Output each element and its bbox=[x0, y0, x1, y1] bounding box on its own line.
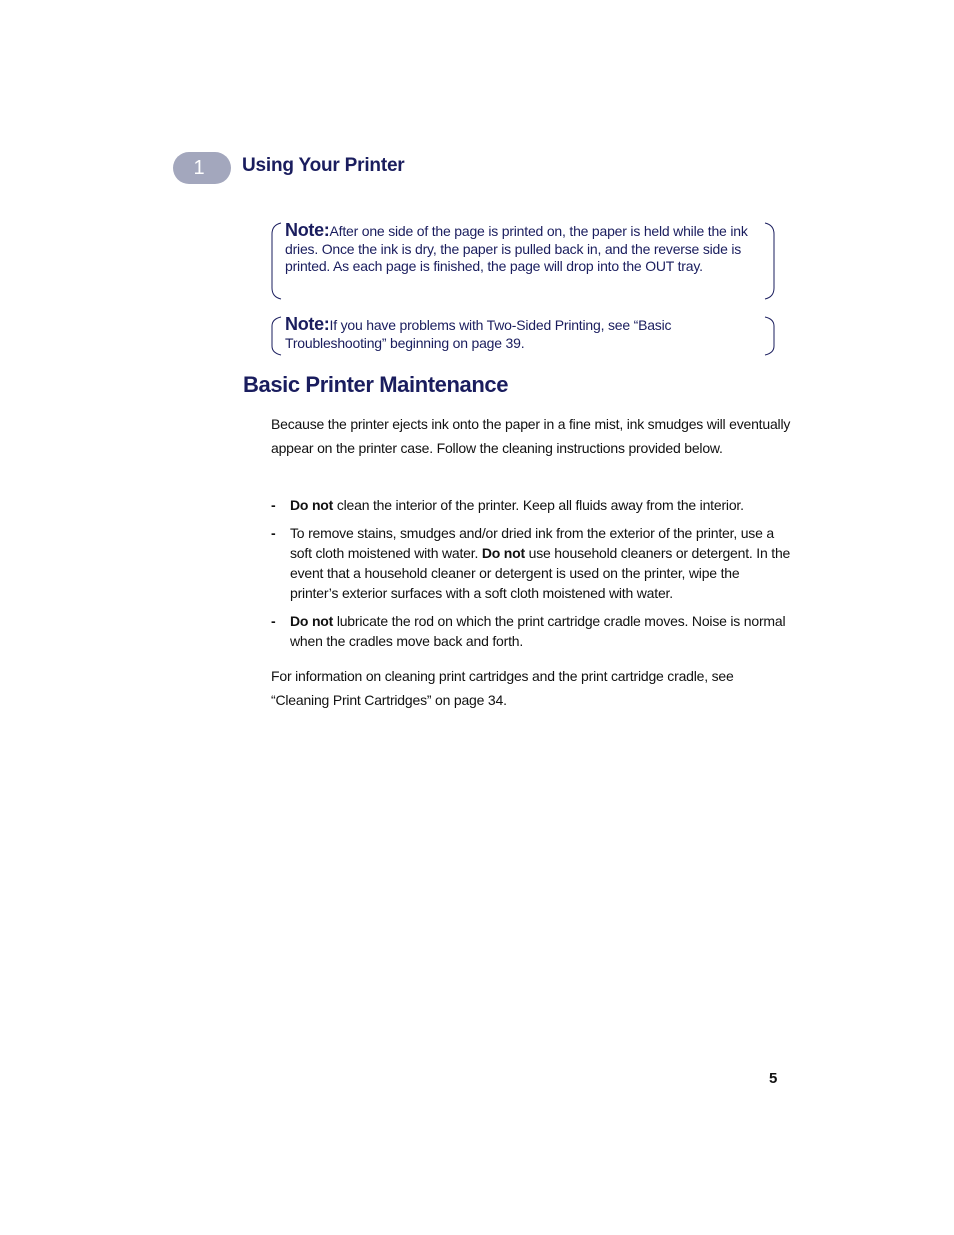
closing-paragraph: For information on cleaning print cartridges and the print cartridge cradle, see “Cleaning Print Cartridges” on page 34. bbox=[271, 668, 734, 708]
emphasis: Do not bbox=[290, 613, 334, 629]
list-item-text: To remove stains, smudges and/or dried ink from the exterior of the printer, use a soft cloth moistened with water. bbox=[290, 525, 774, 561]
chapter-number-badge: 1 bbox=[173, 152, 231, 184]
bullet-dash: - bbox=[271, 613, 276, 629]
note-box bbox=[270, 222, 776, 300]
chapter-title: Using Your Printer bbox=[242, 155, 405, 176]
note-label: Note: bbox=[285, 314, 330, 334]
note-text: After one side of the page is printed on, the paper is held while the ink dries. Once the ink is dry, the paper is pulled back in, and the reverse side is printed. As each page is finished, the page will drop into the OUT tray. bbox=[285, 223, 748, 274]
note-body bbox=[285, 222, 752, 276]
note-box bbox=[270, 316, 776, 356]
intro-paragraph: Because the printer ejects ink onto the paper in a fine mist, ink smudges will eventually appear on the printer case. Follow the cleaning instructions provided below. bbox=[271, 416, 791, 456]
left-bracket-icon bbox=[270, 316, 282, 356]
list-item-text: use household cleaners or detergent. In the event that a household cleaner or detergent is used on the printer, wipe the printer’s exterior surfaces with a soft cloth moistened with water. bbox=[290, 545, 791, 601]
list-item bbox=[271, 611, 791, 651]
page-number: 5 bbox=[769, 1070, 778, 1087]
list-item-text: lubricate the rod on which the print cartridge cradle moves. Noise is normal when the cradles move back and forth. bbox=[290, 613, 786, 649]
note-text: If you have problems with Two-Sided Printing, see “Basic Troubleshooting” beginning on page 39. bbox=[285, 317, 672, 351]
maintenance-list bbox=[271, 495, 791, 659]
right-bracket-icon bbox=[764, 222, 776, 300]
note-body bbox=[285, 316, 752, 352]
list-item-text: clean the interior of the printer. Keep all fluids away from the interior. bbox=[333, 497, 744, 513]
emphasis: Do not bbox=[290, 497, 334, 513]
right-bracket-icon bbox=[764, 316, 776, 356]
note-label: Note: bbox=[285, 220, 330, 240]
bullet-dash: - bbox=[271, 497, 276, 513]
list-item bbox=[271, 523, 791, 603]
bullet-dash: - bbox=[271, 525, 276, 541]
list-item bbox=[271, 495, 791, 515]
section-heading: Basic Printer Maintenance bbox=[243, 372, 509, 397]
emphasis: Do not bbox=[481, 545, 525, 561]
left-bracket-icon bbox=[270, 222, 282, 300]
